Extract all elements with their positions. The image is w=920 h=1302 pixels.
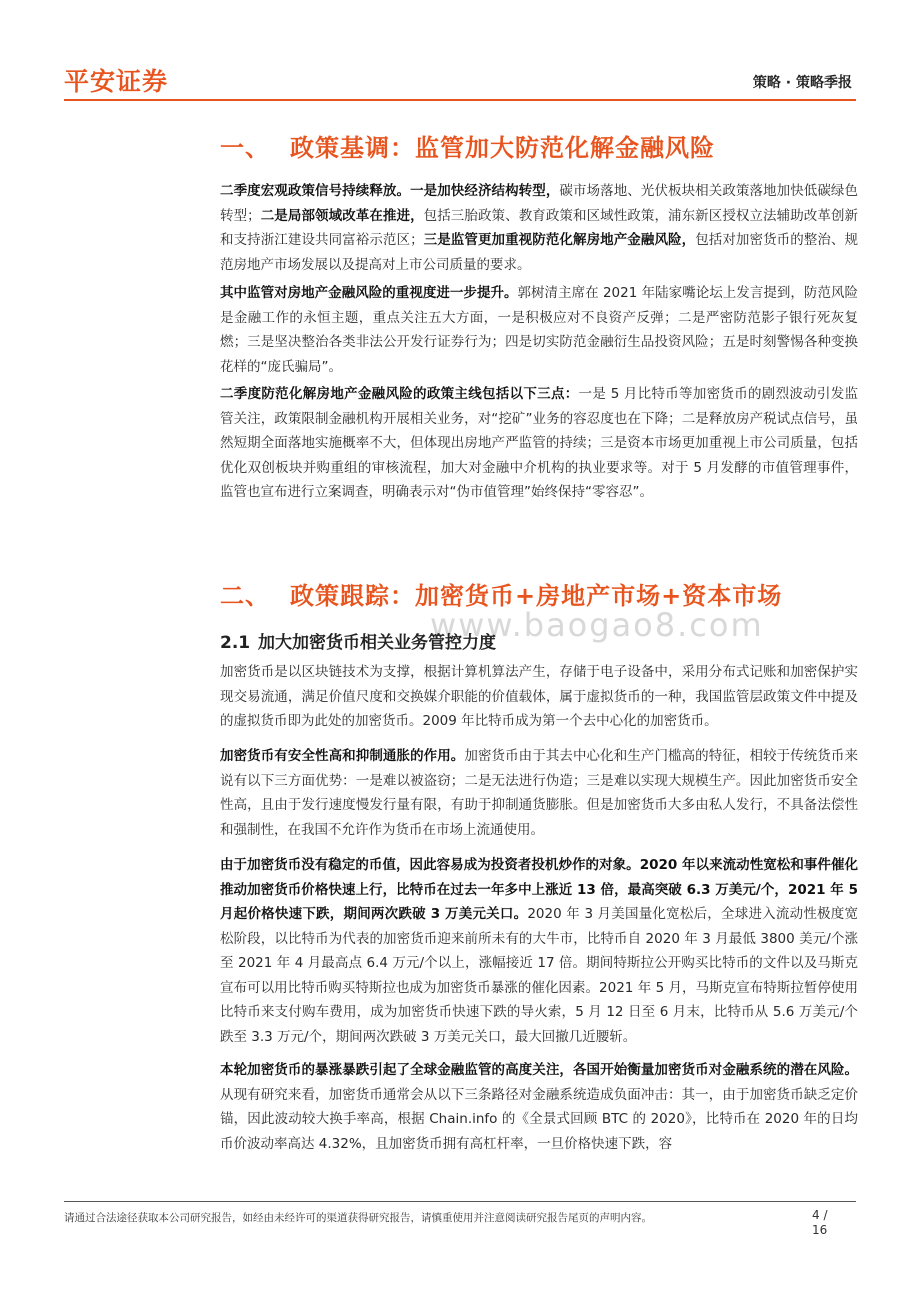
footer-disclaimer: 请通过合法途径获取本公司研究报告，如经由未经许可的渠道获得研究报告，请慎重使用并注意阅读研究报告尾页的声明内容。 (64, 1212, 652, 1224)
report-section-label: 策略 · 策略季报 (752, 75, 852, 91)
header-divider (64, 99, 856, 101)
section-1-number: 一、 (220, 134, 270, 162)
section-1-heading (220, 128, 715, 163)
section-2-title: 政策跟踪：加密货币+房地产市场+资本市场 (290, 582, 783, 610)
section-2-paragraph-1: 加密货币是以区块链技术为支撑，根据计算机算法产生，存储于电子设备中，采用分布式记账和加密保护实现交易流通，满足价值尺度和交换媒介职能的价值载体，属于虚拟货币的一种，我国监管层政策文件中提及的虚拟货币即为此处的加密货币。2009 年比特币成为第一个去中心化的加密货币。 (220, 664, 858, 729)
section-1-paragraph-3: 二季度防范化解房地产金融风险的政策主线包括以下三点：一是 5 月比特币等加密货币的剧烈波动引发监管关注，政策限制金融机构开展相关业务，对“挖矿”业务的容忍度也在下降；二是释放房产税试点信号，虽然短期全面落地实施概率不大，但体现出房地产严监管的持续；三是资本市场更加重视上市公司质量，包括优化双创板块并购重组的审核流程，加大对金融中介机构的执业要求等。对于 5 月发酵的市值管理事件，监管也宣布进行立案调查，明确表示对“伪市值管理”始终保持“零容忍”。 (220, 386, 859, 500)
section-1-title: 政策基调：监管加大防范化解金融风险 (290, 134, 715, 162)
section-2-paragraph-3: 由于加密货币没有稳定的币值，因此容易成为投资者投机炒作的对象。2020 年以来流动性宽松和事件催化推动加密货币价格快速上行，比特币在过去一年多中上涨近 13 倍，最高突破 6.3 万美元/个，2021 年 5 月起价格快速下跌，期间两次跌破 3 万美元关口。2020 年 3 月美国量化宽松后，全球进入流动性极度宽松阶段，以比特币为代表的加密货币迎来前所未有的大牛市，比特币自 2020 年 3 月最低 3800 美元/个涨至 2021 年 4 月最高点 6.4 万元/个以上，涨幅接近 17 倍。期间特斯拉公开购买比特币的文件以及马斯克宣布可以用比特币购买特斯拉也成为加密货币暴涨的催化因素。2021 年 5 月，马斯克宣布特斯拉暂停使用比特币来支付购车费用，成为加密货币快速下跌的导火索，5 月 12 日至 6 月末，比特币从 5.6 万美元/个跌至 3.3 万元/个，期间两次跌破 3 万美元关口，最大回撤几近腰斩。 (220, 857, 858, 1045)
company-logo: 平安证券 (64, 67, 169, 96)
section-1-paragraph-2: 其中监管对房地产金融风险的重视度进一步提升。郭树清主席在 2021 年陆家嘴论坛上发言提到，防范风险是金融工作的永恒主题，重点关注五大方面，一是积极应对不良资产反弹；二是严密防范影子银行死灰复燃；三是坚决整治各类非法公开发行证券行为；四是切实防范金融衍生品投资风险；五是时刻警惕各种变换花样的“庞氏骗局”。 (220, 285, 858, 375)
footer-divider (64, 1201, 856, 1202)
subsection-title: 加大加密货币相关业务管控力度 (258, 633, 496, 653)
watermark: www.baogao8.com (430, 606, 764, 644)
page-number: 4 / 16 (812, 1208, 828, 1237)
section-1-paragraph-1: 二季度宏观政策信号持续释放。一是加快经济结构转型，碳市场落地、光伏板块相关政策落地加快低碳绿色转型；二是局部领域改革在推进，包括三胎政策、教育政策和区域性政策，浦东新区授权立法辅助改革创新和支持浙江建设共同富裕示范区；三是监管更加重视防范化解房地产金融风险，包括对加密货币的整治、规范房地产市场发展以及提高对上市公司质量的要求。 (220, 183, 859, 273)
subsection-number: 2.1 (220, 633, 251, 653)
section-2-paragraph-2: 加密货币有安全性高和抑制通胀的作用。加密货币由于其去中心化和生产门槛高的特征，相较于传统货币来说有以下三方面优势：一是难以被盗窃；二是无法进行伪造；三是难以实现大规模生产。因此加密货币安全性高，且由于发行速度慢发行量有限，有助于抑制通货膨胀。但是加密货币大多由私人发行，不具备法偿性和强制性，在我国不允许作为货币在市场上流通使用。 (220, 748, 859, 838)
section-2-paragraph-4: 本轮加密货币的暴涨暴跌引起了全球金融监管的高度关注，各国开始衡量加密货币对金融系统的潜在风险。从现有研究来看，加密货币通常会从以下三条路径对金融系统造成负面冲击：其一，由于加密货币缺乏定价锚，因此波动较大换手率高，根据 Chain.info 的《全景式回顾 BTC 的 2020》，比特币在 2020 年的日均币价波动率高达 4.32%，且加密货币拥有高杠杆率，一旦价格快速下跌，容 (220, 1062, 858, 1152)
section-2-number: 二、 (220, 582, 270, 610)
subsection-2-1-heading (220, 628, 496, 653)
